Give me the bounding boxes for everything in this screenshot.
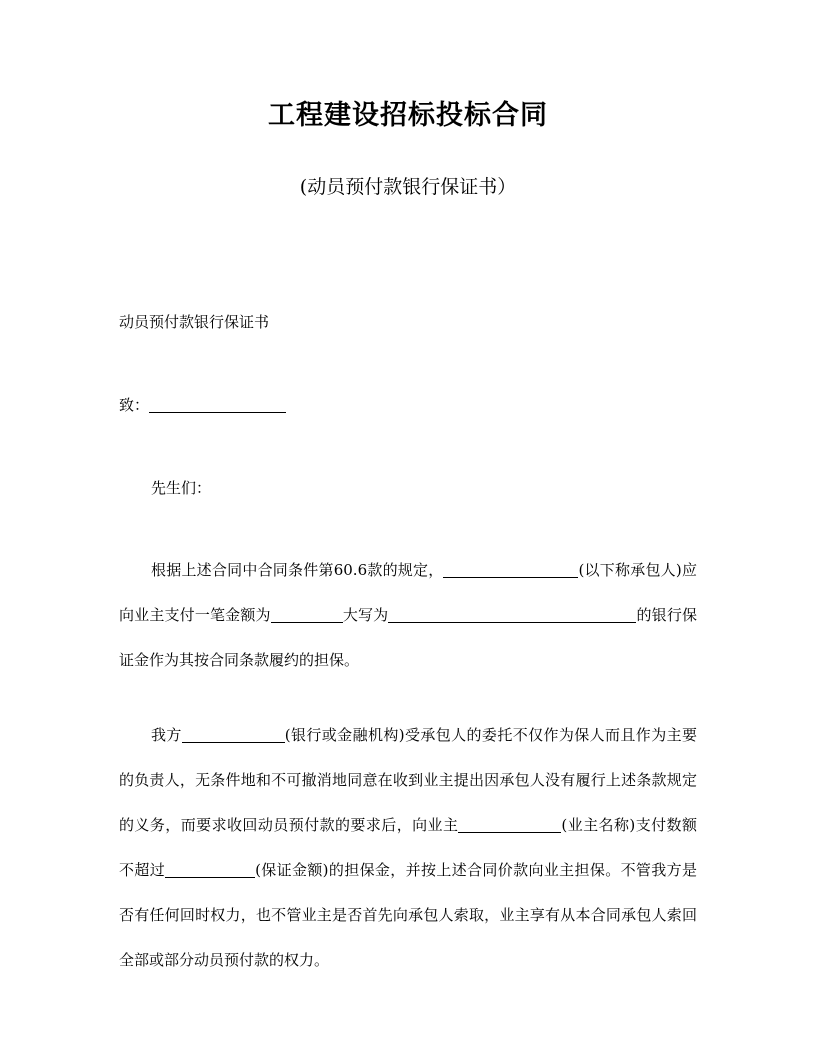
- addressee-label: 致：: [119, 396, 150, 414]
- amount-blank: [271, 606, 343, 623]
- paragraph-guarantee-amount: [119, 548, 697, 683]
- document-title: 工程建设招标投标合同: [268, 100, 548, 131]
- contractor-name-blank: [443, 561, 578, 578]
- greeting: 先生们：: [151, 479, 212, 497]
- para1-text-2: (以下称承包人)应向业主支付一笔金额为: [119, 561, 697, 624]
- para2-text-3: (业主名称)支付数额不超过: [119, 816, 697, 879]
- amount-in-words-blank: [388, 606, 636, 623]
- para2-text-2: (银行或金融机构)受承包人的委托不仅作为保人而且作为主要的负责人，无条件地和不可撤消地同意在收到业主提出因承包人没有履行上述条款规定的义务，而要求收回动员预付款的要求后，向业主: [119, 726, 697, 834]
- document-subtitle: (动员预付款银行保证书）: [299, 176, 517, 198]
- para1-text-1: 根据上述合同中合同条件第60.6款的规定，: [151, 561, 444, 579]
- owner-name-blank: [458, 816, 561, 833]
- para2-text-1: 我方: [151, 726, 182, 744]
- addressee-blank: [149, 396, 286, 413]
- para1-text-4: 的银行保证金作为其按合同条款履约的担保。: [119, 606, 697, 669]
- paragraph-bank-undertaking: [119, 713, 697, 983]
- section-heading: 动员预付款银行保证书: [119, 313, 270, 331]
- para1-text-3: 大写为: [342, 606, 389, 624]
- addressee-line: [119, 394, 697, 416]
- bank-name-blank: [182, 726, 285, 743]
- guarantee-sum-blank: [165, 861, 255, 878]
- para2-text-4: (保证金额)的担保金，并按上述合同价款向业主担保。不管我方是否有任何回时权力，也不管业主是否首先向承包人索取，业主享有从本合同承包人索回全部或部分动员预付款的权力。: [119, 861, 697, 969]
